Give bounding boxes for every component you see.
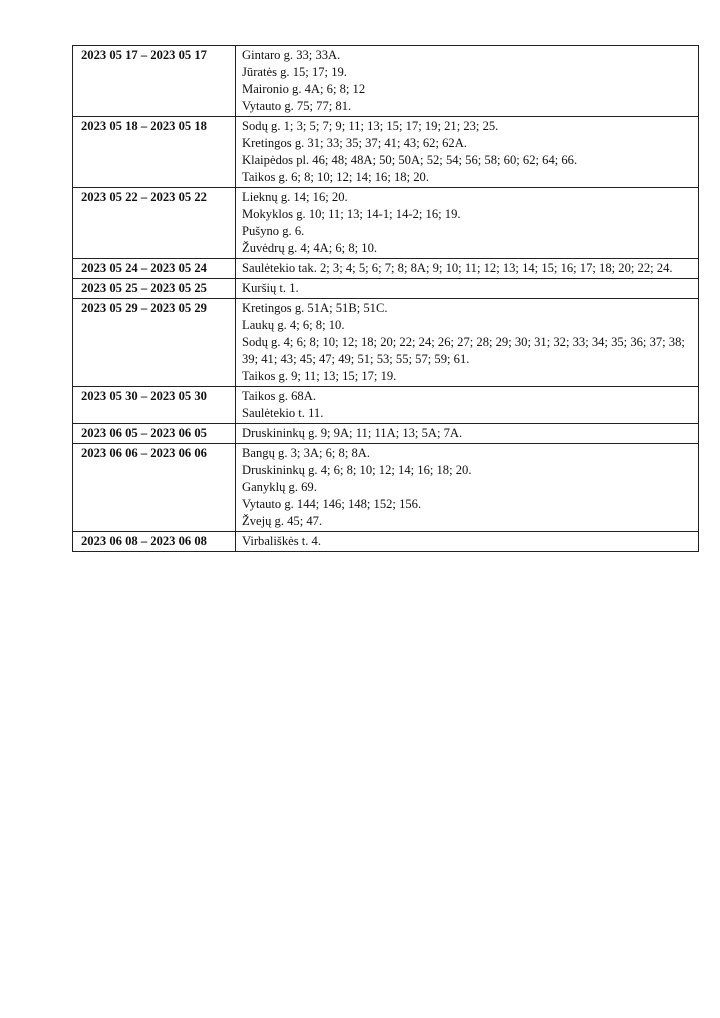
address-line: Bangų g. 3; 3A; 6; 8; 8A. [242,446,371,460]
address-line: Gintaro g. 33; 33A. [242,48,341,62]
address-line: Jūratės g. 15; 17; 19. [242,65,347,79]
date-range-cell: 2023 06 05 – 2023 06 05 [73,424,236,444]
schedule-row [73,387,699,424]
schedule-row [73,259,699,279]
address-line: Laukų g. 4; 6; 8; 10. [242,318,345,332]
schedule-table [72,45,699,552]
address-line: Virbališkės t. 4. [242,534,321,548]
schedule-row [73,188,699,259]
schedule-table-body [73,46,699,552]
date-range-cell: 2023 05 22 – 2023 05 22 [73,188,236,259]
schedule-row [73,532,699,552]
date-range-cell: 2023 05 30 – 2023 05 30 [73,387,236,424]
address-cell [236,259,699,279]
date-range-cell: 2023 05 17 – 2023 05 17 [73,46,236,117]
address-line: Sodų g. 1; 3; 5; 7; 9; 11; 13; 15; 17; 19; 21; 23; 25. [242,119,499,133]
address-line: Kuršių t. 1. [242,281,299,295]
address-cell [236,424,699,444]
address-line: Sodų g. 4; 6; 8; 10; 12; 18; 20; 22; 24; 26; 27; 28; 29; 30; 31; 32; 33; 34; 35; 36; 37; 38; 39; 41; 43; 45; 47; 49; 51; 53; 55; 57; 59; 61. [242,335,685,366]
address-line: Druskininkų g. 9; 9A; 11; 11A; 13; 5A; 7A. [242,426,463,440]
address-line: Taikos g. 6; 8; 10; 12; 14; 16; 18; 20. [242,170,429,184]
address-line: Lieknų g. 14; 16; 20. [242,190,348,204]
address-cell [236,444,699,532]
date-range-cell: 2023 06 06 – 2023 06 06 [73,444,236,532]
address-line: Mokyklos g. 10; 11; 13; 14-1; 14-2; 16; 19. [242,207,461,221]
address-line: Taikos g. 68A. [242,389,316,403]
address-line: Saulėtekio t. 11. [242,406,324,420]
schedule-row [73,117,699,188]
schedule-row [73,299,699,387]
schedule-row [73,279,699,299]
date-range-cell: 2023 06 08 – 2023 06 08 [73,532,236,552]
address-cell [236,46,699,117]
date-range-cell: 2023 05 24 – 2023 05 24 [73,259,236,279]
address-line: Pušyno g. 6. [242,224,305,238]
date-range-cell: 2023 05 18 – 2023 05 18 [73,117,236,188]
address-line: Žuvėdrų g. 4; 4A; 6; 8; 10. [242,241,378,255]
address-cell [236,188,699,259]
address-line: Vytauto g. 144; 146; 148; 152; 156. [242,497,422,511]
address-cell [236,532,699,552]
address-line: Maironio g. 4A; 6; 8; 12 [242,82,366,96]
address-line: Saulėtekio tak. 2; 3; 4; 5; 6; 7; 8; 8A; 9; 10; 11; 12; 13; 14; 15; 16; 17; 18; 20; 22; 24. [242,261,673,275]
address-line: Klaipėdos pl. 46; 48; 48A; 50; 50A; 52; 54; 56; 58; 60; 62; 64; 66. [242,153,578,167]
address-line: Kretingos g. 31; 33; 35; 37; 41; 43; 62; 62A. [242,136,467,150]
address-cell [236,299,699,387]
address-cell [236,117,699,188]
address-cell [236,279,699,299]
date-range-cell: 2023 05 29 – 2023 05 29 [73,299,236,387]
schedule-row [73,46,699,117]
date-range-cell: 2023 05 25 – 2023 05 25 [73,279,236,299]
address-line: Kretingos g. 51A; 51B; 51C. [242,301,388,315]
address-line: Žvejų g. 45; 47. [242,514,323,528]
address-line: Vytauto g. 75; 77; 81. [242,99,352,113]
address-line: Ganyklų g. 69. [242,480,317,494]
address-line: Druskininkų g. 4; 6; 8; 10; 12; 14; 16; 18; 20. [242,463,472,477]
address-line: Taikos g. 9; 11; 13; 15; 17; 19. [242,369,397,383]
schedule-row [73,444,699,532]
address-cell [236,387,699,424]
schedule-row [73,424,699,444]
